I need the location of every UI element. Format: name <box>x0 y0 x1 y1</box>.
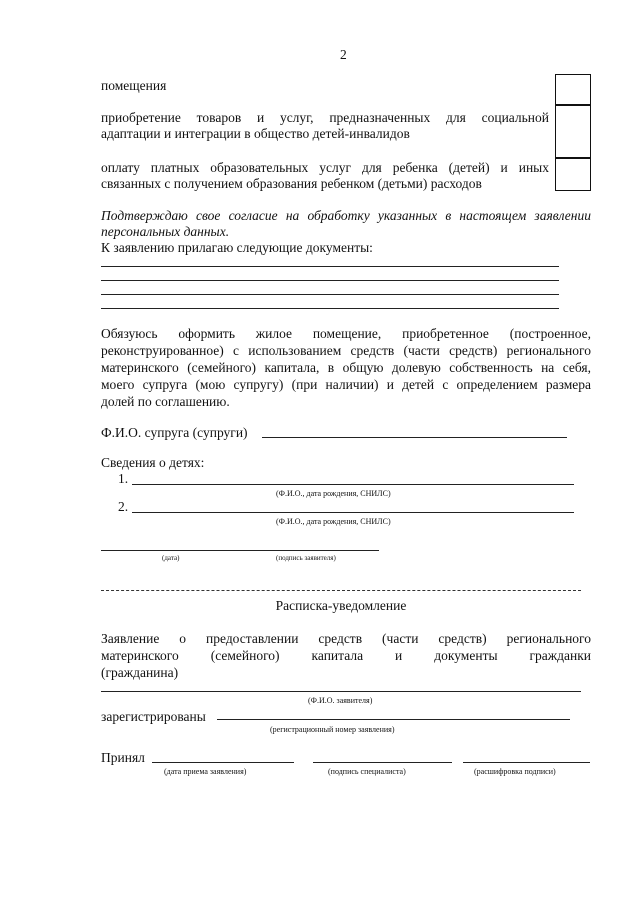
obligation-line4: моего супруга (мою супругу) (при наличии) и детей с определением размера <box>101 377 591 392</box>
option-room-text: помещения <box>101 78 167 93</box>
registration-number-caption: (регистрационный номер заявления) <box>270 725 395 734</box>
checkbox-education[interactable] <box>555 157 591 191</box>
receipt-title: Расписка-уведомление <box>275 598 407 613</box>
specialist-sign-caption: (подпись специалиста) <box>328 767 406 776</box>
option-education-line1: оплату платных образовательных услуг для ребенка (детей) и иных <box>101 160 549 175</box>
obligation-line3: материнского (семейного) капитала, в общую долевую собственность на себя, <box>101 360 591 375</box>
applicant-name-field[interactable] <box>101 691 581 692</box>
children-label: Сведения о детях: <box>101 455 205 470</box>
applicant-name-caption: (Ф.И.О. заявителя) <box>308 696 373 705</box>
cut-line <box>101 590 581 591</box>
page-number: 2 <box>340 47 347 62</box>
checkbox-goods[interactable] <box>555 104 591 159</box>
attachment-line-4[interactable] <box>101 308 559 309</box>
child-2-number: 2. <box>118 499 129 514</box>
attachments-label: К заявлению прилагаю следующие документы: <box>101 240 373 255</box>
receipt-line1: Заявление о предоставлении средств (части средств) регионального <box>101 631 591 646</box>
child-2-field[interactable] <box>132 512 574 513</box>
receipt-line3: (гражданина) <box>101 665 179 680</box>
option-goods-line2: адаптации и интеграции в общество детей-инвалидов <box>101 126 410 141</box>
consent-line1: Подтверждаю свое согласие на обработку указанных в настоящем заявлении <box>101 208 591 223</box>
child-2-caption: (Ф.И.О., дата рождения, СНИЛС) <box>276 517 391 526</box>
obligation-line2: реконструированное) с использованием средств (части средств) регионального <box>101 343 591 358</box>
specialist-signature-field[interactable] <box>313 762 452 763</box>
spouse-label: Ф.И.О. супруга (супруги) <box>101 425 248 440</box>
attachment-line-1[interactable] <box>101 266 559 267</box>
option-goods-line1: приобретение товаров и услуг, предназначенных для социальной <box>101 110 549 125</box>
applicant-sign-caption: (подпись заявителя) <box>276 554 336 562</box>
date-caption: (дата) <box>162 554 180 562</box>
child-1-field[interactable] <box>132 484 574 485</box>
consent-line2: персональных данных. <box>101 224 230 239</box>
attachment-line-3[interactable] <box>101 294 559 295</box>
checkbox-room[interactable] <box>555 74 591 106</box>
accept-date-field[interactable] <box>152 762 294 763</box>
signature-decoding-field[interactable] <box>463 762 590 763</box>
obligation-line1: Обязуюсь оформить жилое помещение, приобретенное (построенное, <box>101 326 591 341</box>
registered-label: зарегистрированы <box>101 709 206 724</box>
receipt-line2: материнского (семейного) капитала и документы гражданки <box>101 648 591 663</box>
child-1-caption: (Ф.И.О., дата рождения, СНИЛС) <box>276 489 391 498</box>
accepted-label: Принял <box>101 750 145 765</box>
registration-number-field[interactable] <box>217 719 570 720</box>
spouse-name-field[interactable] <box>262 437 567 438</box>
accept-date-caption: (дата приема заявления) <box>164 767 247 776</box>
applicant-signature-line[interactable] <box>101 550 379 551</box>
obligation-line5: долей по соглашению. <box>101 394 230 409</box>
option-education-line2: связанных с получением образования ребенком (детьми) расходов <box>101 176 482 191</box>
decoding-caption: (расшифровка подписи) <box>474 767 556 776</box>
attachment-line-2[interactable] <box>101 280 559 281</box>
child-1-number: 1. <box>118 471 129 486</box>
